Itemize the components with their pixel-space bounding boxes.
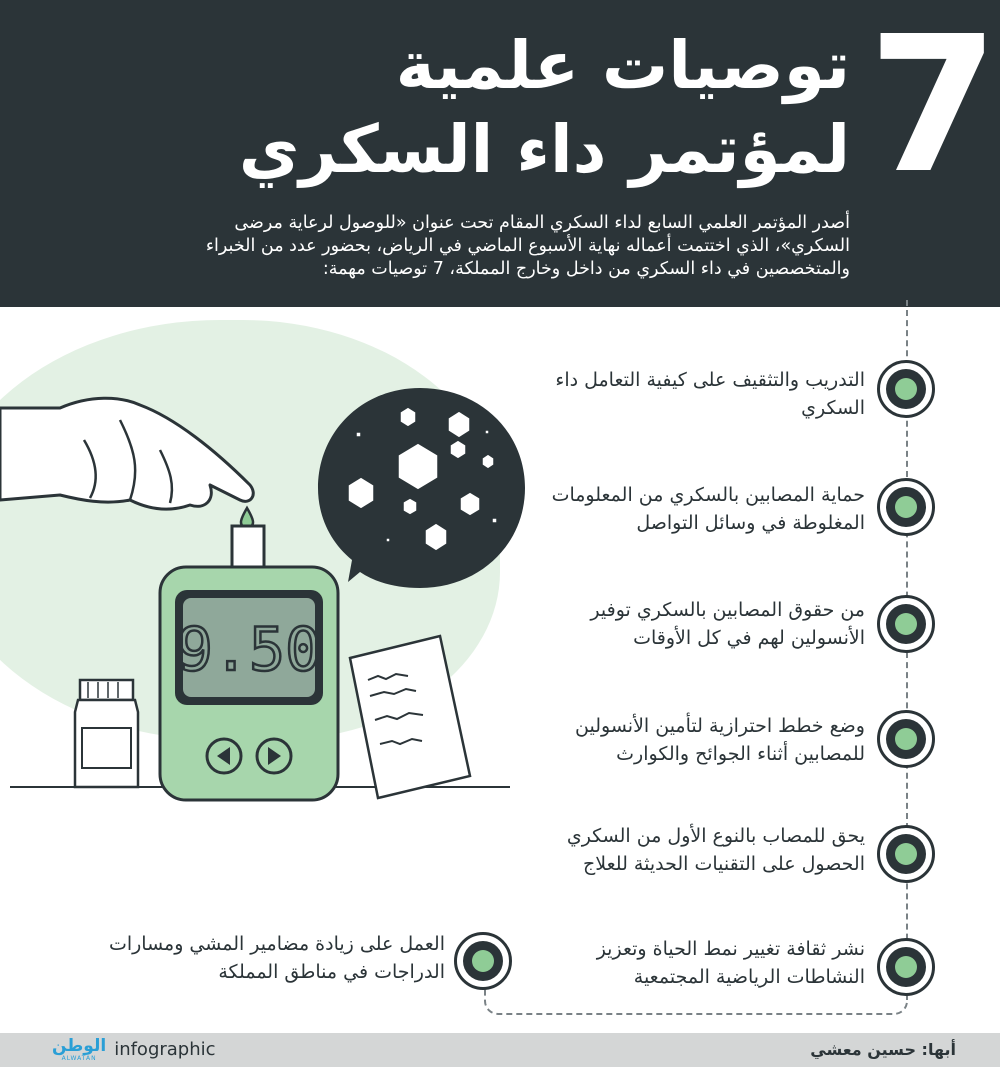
recommendation-item-7: العمل على زيادة مضامير المشي ومسارات الدراجات في مناطق المملكة [108, 933, 445, 983]
alwatan-logo: الوطن ALWATAN [52, 1036, 107, 1062]
pill-bottle-icon [75, 680, 138, 787]
recommendation-item-3: من حقوق المصابين بالسكري توفير الأنسولين لهم في كل الأوقات [590, 599, 865, 649]
headline-title-line2: لمؤتمر داء السكري [238, 111, 850, 188]
timeline-node-icon [877, 478, 935, 536]
meter-display: 9.50 [176, 615, 322, 685]
brand-label: infographic [114, 1039, 216, 1060]
headline-title-line1: توصيات علمية [395, 27, 850, 104]
brand [52, 1037, 216, 1062]
timeline-node-icon [877, 938, 935, 996]
intro-paragraph: أصدر المؤتمر العلمي السابع لداء السكري المقام تحت عنوان «للوصول لرعاية مرضى السكري»، الذي اختتمت أعماله نهاية الأسبوع الماضي في الرياض، بحضور عدد من الخبراء والمتخصصين في داء السكري من داخل وخارج المملكة، 7 توصيات مهمة: [205, 213, 850, 279]
recommendation-item-5: يحق للمصاب بالنوع الأول من السكري الحصول على التقنيات الحديثة للعلاج [566, 825, 865, 875]
sugar-cubes-bubble-icon [318, 388, 525, 588]
recommendation-item-2: حماية المصابين بالسكري من المعلومات المغلوطة في وسائل التواصل [551, 484, 865, 534]
author-credit: أبها: حسين معشي [810, 1040, 956, 1059]
timeline-node-icon [877, 595, 935, 653]
footer-bar [0, 1033, 1000, 1067]
timeline-node-icon [877, 360, 935, 418]
recommendation-item-4: وضع خطط احترازية لتأمين الأنسولين للمصابين أثناء الجوائح والكوارث [575, 715, 865, 765]
timeline-node-icon [454, 932, 512, 990]
headline-number: 7 [868, 0, 999, 215]
timeline-node-icon [877, 825, 935, 883]
recommendation-item-1: التدريب والتثقيف على كيفية التعامل داء السكري [555, 369, 865, 419]
paper-notes-icon [350, 636, 470, 798]
pointing-hand-icon [0, 398, 253, 509]
timeline-node-icon [877, 710, 935, 768]
glucose-illustration [0, 300, 560, 820]
header-banner [0, 0, 1000, 307]
glucose-meter-icon [160, 526, 338, 800]
recommendation-item-6: نشر ثقافة تغيير نمط الحياة وتعزيز النشاطات الرياضية المجتمعية [596, 938, 865, 988]
